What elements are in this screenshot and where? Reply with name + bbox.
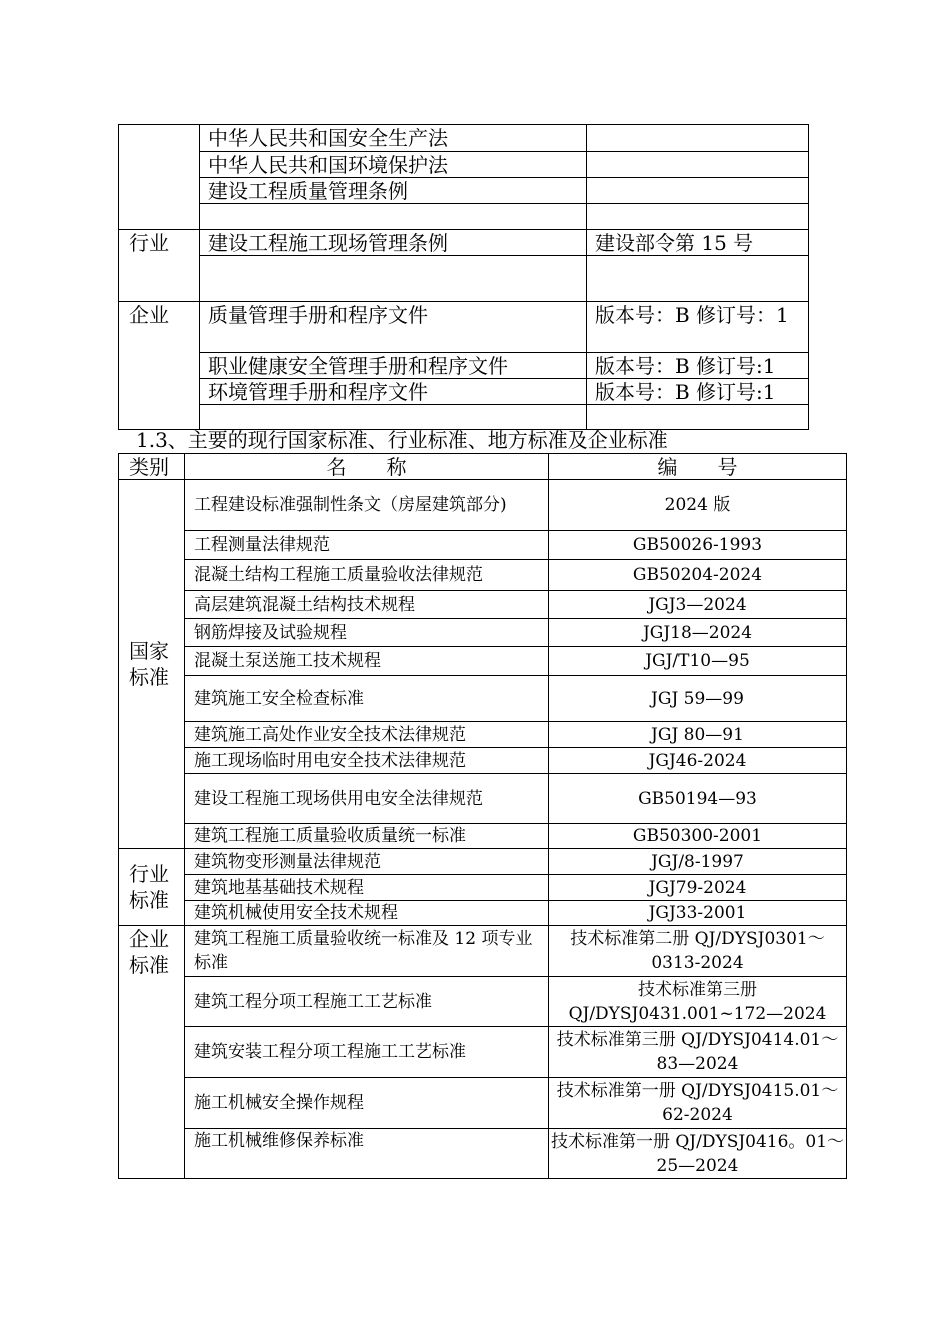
standard-code: JGJ46-2024 bbox=[549, 748, 847, 774]
table-row bbox=[119, 204, 809, 230]
standard-name: 钢筋焊接及试验规程 bbox=[185, 619, 549, 647]
table-row bbox=[119, 531, 847, 560]
table-row bbox=[119, 302, 809, 353]
standard-name: 混凝土结构工程施工质量验收法律规范 bbox=[185, 560, 549, 591]
standard-code: GB50194—93 bbox=[549, 774, 847, 824]
table-row bbox=[119, 619, 847, 647]
table-row bbox=[119, 824, 847, 849]
table-row bbox=[119, 748, 847, 774]
standard-name: 施工现场临时用电安全技术法律规范 bbox=[185, 748, 549, 774]
standard-code: 技术标准第一册 QJ/DYSJ0415.01～62-2024 bbox=[549, 1078, 847, 1129]
table-row bbox=[119, 647, 847, 676]
law-ref bbox=[587, 204, 809, 230]
law-ref bbox=[587, 125, 809, 152]
standard-name: 建筑施工安全检查标准 bbox=[185, 676, 549, 722]
table-row bbox=[119, 977, 847, 1027]
table-row bbox=[119, 722, 847, 748]
table-row bbox=[119, 178, 809, 204]
standard-name: 建筑安装工程分项工程施工工艺标准 bbox=[185, 1027, 549, 1078]
standard-category: 企业标准 bbox=[119, 926, 185, 1179]
table-row bbox=[119, 901, 847, 926]
header-category: 类别 bbox=[119, 454, 185, 480]
law-name: 职业健康安全管理手册和程序文件 bbox=[200, 353, 587, 379]
law-ref bbox=[587, 178, 809, 204]
standard-code: JGJ/T10—95 bbox=[549, 647, 847, 676]
standard-name: 高层建筑混凝土结构技术规程 bbox=[185, 591, 549, 619]
laws-table bbox=[118, 124, 809, 430]
table-row bbox=[119, 875, 847, 901]
standard-name: 建筑工程施工质量验收质量统一标准 bbox=[185, 824, 549, 849]
standard-name: 施工机械安全操作规程 bbox=[185, 1078, 549, 1129]
standard-name: 工程建设标准强制性条文（房屋建筑部分) bbox=[185, 480, 549, 531]
standard-name: 施工机械维修保养标准 bbox=[185, 1129, 549, 1179]
law-category: 企业 bbox=[119, 302, 200, 430]
table-row bbox=[119, 480, 847, 531]
law-category-national bbox=[119, 125, 200, 230]
law-ref: 版本号：B 修订号:1 bbox=[587, 353, 809, 379]
table-row bbox=[119, 256, 809, 302]
law-name: 质量管理手册和程序文件 bbox=[200, 302, 587, 353]
standard-code: 2024 版 bbox=[549, 480, 847, 531]
standard-code: JGJ3—2024 bbox=[549, 591, 847, 619]
standard-code: GB50204-2024 bbox=[549, 560, 847, 591]
header-name: 名 称 bbox=[185, 454, 549, 480]
standard-code: JGJ/8-1997 bbox=[549, 849, 847, 875]
standard-code: 技术标准第一册 QJ/DYSJ0416。01～25—2024 bbox=[549, 1129, 847, 1179]
law-category: 行业 bbox=[119, 230, 200, 302]
table-row bbox=[119, 849, 847, 875]
table-row bbox=[119, 591, 847, 619]
law-name: 中华人民共和国环境保护法 bbox=[200, 152, 587, 178]
table-row bbox=[119, 1027, 847, 1078]
standard-code: GB50026-1993 bbox=[549, 531, 847, 560]
header-code: 编 号 bbox=[549, 454, 847, 480]
table-row bbox=[119, 379, 809, 405]
law-name: 建设工程质量管理条例 bbox=[200, 178, 587, 204]
table-row bbox=[119, 676, 847, 722]
standard-code: 技术标准第二册 QJ/DYSJ0301～0313-2024 bbox=[549, 926, 847, 977]
standard-code: JGJ 80—91 bbox=[549, 722, 847, 748]
standard-name: 建筑工程施工质量验收统一标准及 12 项专业标准 bbox=[185, 926, 549, 977]
table-row bbox=[119, 926, 847, 977]
standard-name: 建设工程施工现场供用电安全法律规范 bbox=[185, 774, 549, 824]
law-ref: 版本号：B 修订号:1 bbox=[587, 379, 809, 405]
standard-category: 国家标准 bbox=[119, 480, 185, 849]
standard-code: JGJ33-2001 bbox=[549, 901, 847, 926]
standard-category: 行业标准 bbox=[119, 849, 185, 926]
table-row bbox=[119, 125, 809, 152]
law-ref: 版本号：B 修订号：1 bbox=[587, 302, 809, 353]
section-heading: 1.3、主要的现行国家标准、行业标准、地方标准及企业标准 bbox=[136, 428, 668, 452]
standard-code: GB50300-2001 bbox=[549, 824, 847, 849]
standard-name: 建筑工程分项工程施工工艺标准 bbox=[185, 977, 549, 1027]
table-row bbox=[119, 1129, 847, 1179]
law-ref bbox=[587, 256, 809, 302]
standard-code: JGJ 59—99 bbox=[549, 676, 847, 722]
standard-name: 建筑物变形测量法律规范 bbox=[185, 849, 549, 875]
law-name: 环境管理手册和程序文件 bbox=[200, 379, 587, 405]
standard-code: JGJ18—2024 bbox=[549, 619, 847, 647]
table-row bbox=[119, 1078, 847, 1129]
standard-name: 建筑机械使用安全技术规程 bbox=[185, 901, 549, 926]
table-row bbox=[119, 230, 809, 256]
law-name: 建设工程施工现场管理条例 bbox=[200, 230, 587, 256]
table-row bbox=[119, 152, 809, 178]
standard-code: JGJ79-2024 bbox=[549, 875, 847, 901]
table-row bbox=[119, 774, 847, 824]
standard-code: 技术标准第三册 QJ/DYSJ0414.01～83—2024 bbox=[549, 1027, 847, 1078]
law-name bbox=[200, 204, 587, 230]
law-ref: 建设部令第 15 号 bbox=[587, 230, 809, 256]
table-row bbox=[119, 560, 847, 591]
standard-code: 技术标准第三册 QJ/DYSJ0431.001~172—2024 bbox=[549, 977, 847, 1027]
standard-name: 建筑施工高处作业安全技术法律规范 bbox=[185, 722, 549, 748]
standard-name: 工程测量法律规范 bbox=[185, 531, 549, 560]
table-header-row bbox=[119, 454, 847, 480]
table-row bbox=[119, 353, 809, 379]
standard-name: 建筑地基基础技术规程 bbox=[185, 875, 549, 901]
standard-name: 混凝土泵送施工技术规程 bbox=[185, 647, 549, 676]
law-ref bbox=[587, 152, 809, 178]
law-name: 中华人民共和国安全生产法 bbox=[200, 125, 587, 152]
standards-table bbox=[118, 453, 847, 1179]
law-name bbox=[200, 256, 587, 302]
